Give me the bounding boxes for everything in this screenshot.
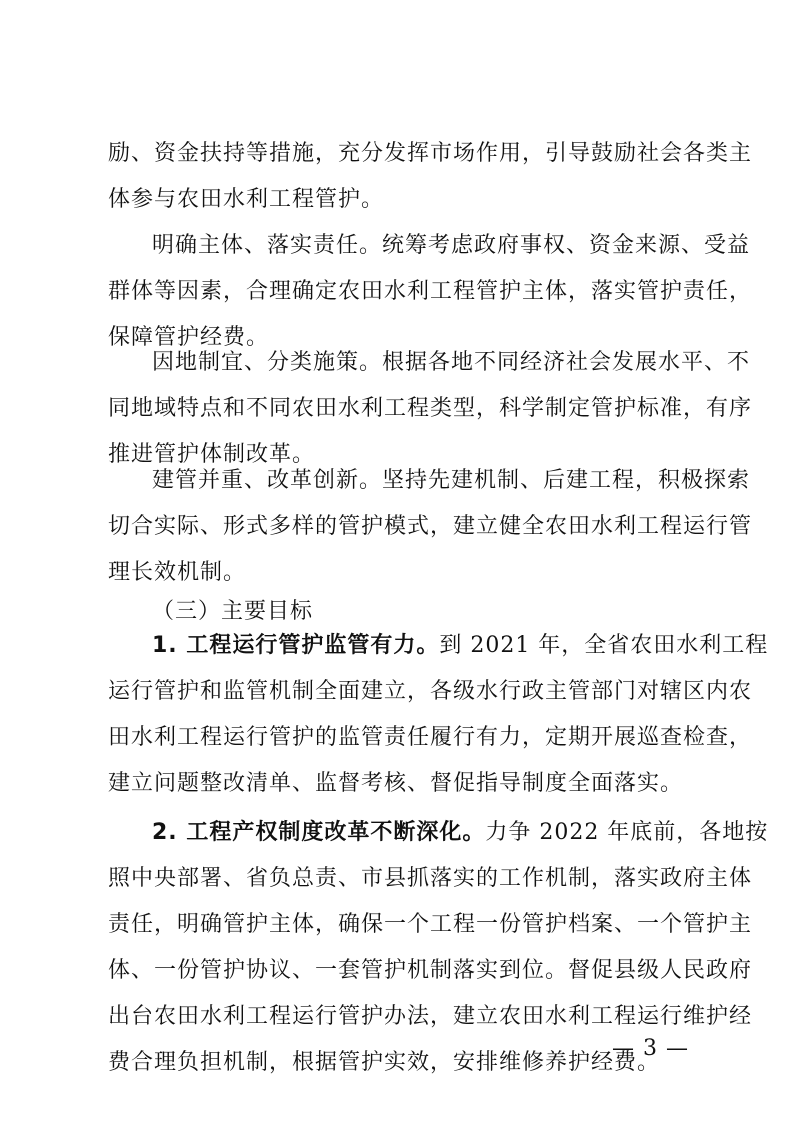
text-line: 照中央部署、省负总责、市县抓落实的工作机制，落实政府主体 [108,866,753,891]
paragraph-goal-2 [108,810,769,1086]
text-line: 切合实际、形式多样的管护模式，建立健全农田水利工程运行管 [108,514,753,539]
text-line: 推进管护体制改革。 [108,442,316,467]
goal-2-text: 力争 2022 年底前，各地按 [485,820,769,845]
text-line: 建管并重、改革创新。坚持先建机制、后建工程，积极探索 [152,468,751,493]
text-line: 体、一份管护协议、一套管护机制落实到位。督促县级人民政府 [108,958,753,983]
text-line: 体参与农田水利工程管护。 [108,187,385,212]
text-line: 保障管护经费。 [108,325,270,350]
text-line: 理长效机制。 [108,560,247,585]
goal-1-text: 到 2021 年，全省农田水利工程 [439,633,769,658]
section-heading: （三）主要目标 [152,599,314,624]
text-line: 同地域特点和不同农田水利工程类型，科学制定管护标准，有序 [108,396,753,421]
text-line: 出台农田水利工程运行管护办法，建立农田水利工程运行维护经 [108,1004,753,1029]
text-line: 因地制宜、分类施策。根据各地不同经济社会发展水平、不 [152,350,751,375]
paragraph-reform-innovation [108,458,753,596]
goal-1-title: 1. 工程运行管护监管有力。 [152,633,440,658]
page-number: — 3 — [612,1036,689,1061]
text-line: 励、资金扶持等措施，充分发挥市场作用，引导鼓励社会各类主 [108,141,753,166]
text-line [108,623,769,669]
paragraph-incentives [108,131,753,223]
text-line: 群体等因素，合理确定农田水利工程管护主体，落实管护责任， [108,279,753,304]
text-line [108,810,769,856]
text-line: 责任，明确管护主体，确保一个工程一份管护档案、一个管护主 [108,912,753,937]
paragraph-goal-1 [108,623,769,807]
text-line: 明确主体、落实责任。统筹考虑政府事权、资金来源、受益 [152,233,751,258]
text-line: 田水利工程运行管护的监管责任履行有力，定期开展巡查检查， [108,725,753,750]
text-line: 建立问题整改清单、监督考核、督促指导制度全面落实。 [108,771,684,796]
text-line: 运行管护和监管机制全面建立，各级水行政主管部门对辖区内农 [108,679,753,704]
goal-2-title: 2. 工程产权制度改革不断深化。 [152,820,486,845]
text-line: 费合理负担机制，根据管护实效，安排维修养护经费。 [108,1050,661,1075]
